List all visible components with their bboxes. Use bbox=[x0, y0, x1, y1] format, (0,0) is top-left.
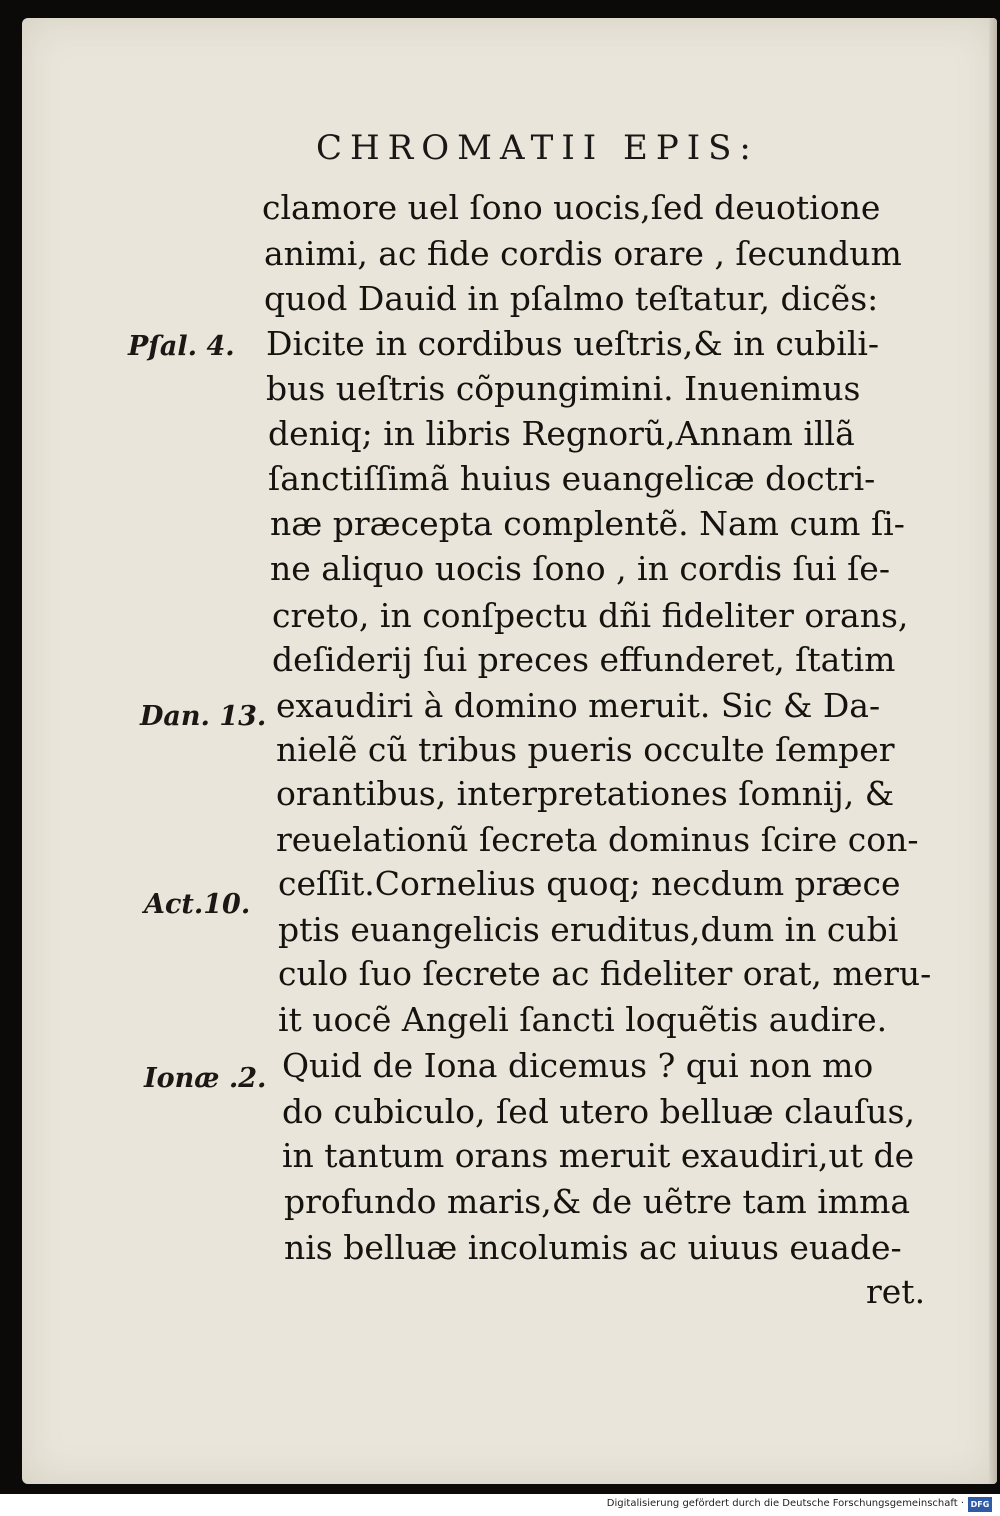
text-line: ptis euangelicis eruditus,dum in cubi bbox=[278, 910, 899, 949]
margin-note-acts: Act.10. bbox=[144, 889, 251, 920]
margin-note-psalm: Pſal. 4. bbox=[128, 331, 235, 362]
text-line: ſanctiſſimã huius euangelicæ doctri- bbox=[268, 459, 876, 498]
text-line: reuelationũ ſecreta dominus ſcire con- bbox=[276, 820, 919, 859]
text-line: do cubiculo, ſed utero belluæ clauſus, bbox=[282, 1092, 915, 1131]
text-line: bus ueſtris cõpungimini. Inuenimus bbox=[266, 369, 861, 408]
text-line: næ præcepta complentẽ. Nam cum ſi- bbox=[270, 504, 905, 543]
footer-bar bbox=[0, 1494, 1000, 1516]
text-line: nielẽ cũ tribus pueris occulte ſemper bbox=[276, 730, 895, 769]
text-line: it uocẽ Angeli ſancti loquẽtis audire. bbox=[278, 1000, 888, 1039]
text-line: Quid de Iona dicemus ? qui non mo bbox=[282, 1046, 874, 1085]
text-line: ne aliquo uocis ſono , in cordis ſui ſe- bbox=[270, 549, 890, 588]
running-title: CHROMATII EPIS: bbox=[316, 128, 759, 168]
margin-note-jonah: Ionæ .2. bbox=[144, 1063, 267, 1094]
text-line: ceſſit.Cornelius quoq; necdum præce bbox=[278, 864, 901, 903]
text-line: orantibus, interpretationes ſomnij, & bbox=[276, 774, 895, 813]
text-line: deniq; in libris Regnorũ,Annam illã bbox=[268, 414, 855, 453]
page-edge bbox=[989, 18, 997, 1484]
text-line: ret. bbox=[866, 1272, 926, 1311]
dfg-logo-icon: DFG bbox=[968, 1497, 992, 1512]
text-line: deſiderij ſui preces effunderet, ſtatim bbox=[272, 640, 896, 679]
text-line: in tantum orans meruit exaudiri,ut de bbox=[282, 1136, 915, 1175]
text-line: animi, ac fide cordis orare , ſecundum bbox=[264, 234, 902, 273]
text-line: creto, in conſpectu dñi fideliter orans, bbox=[272, 596, 909, 635]
funding-credit: Digitalisierung gefördert durch die Deutsche Forschungsgemeinschaft · bbox=[606, 1498, 964, 1509]
text-line: profundo maris,& de uẽtre tam imma bbox=[284, 1182, 911, 1221]
text-line: quod Dauid in pſalmo teſtatur, dicẽs: bbox=[264, 279, 879, 318]
margin-note-daniel: Dan. 13. bbox=[140, 701, 267, 732]
text-line: exaudiri à domino meruit. Sic & Da- bbox=[276, 686, 881, 725]
text-line: Dicite in cordibus ueſtris,& in cubili- bbox=[266, 324, 880, 363]
text-line: nis belluæ incolumis ac uiuus euade- bbox=[284, 1228, 902, 1267]
text-line: culo ſuo ſecrete ac fideliter orat, meru- bbox=[278, 954, 932, 993]
text-line: clamore uel ſono uocis,ſed deuotione bbox=[262, 188, 881, 227]
